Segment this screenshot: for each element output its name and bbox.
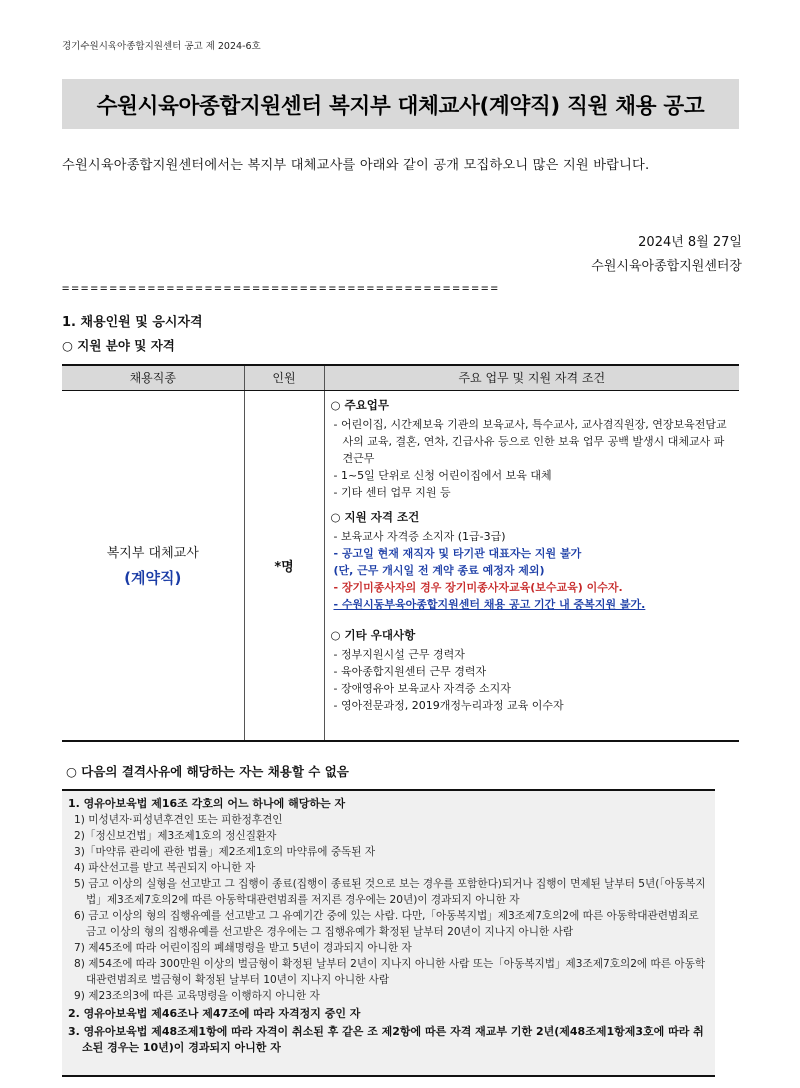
disqualification-item: 1) 미성년자·피성년후견인 또는 피한정후견인 [74,814,283,826]
disqualification-box [62,789,715,1077]
duty-item: - 기타 센터 업무 지원 등 [333,485,451,499]
notice-number: 경기수원시육아종합지원센터 공고 제 2024-6호 [62,41,261,52]
divider-line: ============================================== [62,281,501,295]
disqualification-subtitle: ○ 다음의 결격사유에 해당하는 자는 채용할 수 없음 [66,764,349,779]
duties-title: ○ 주요업무 [330,397,389,412]
headcount-cell [244,390,324,741]
disqualification-item: 2)「정신보건법」제3조제1호의 정신질환자 [74,830,277,842]
disqualification-item: 7) 제45조에 따라 어린이집의 폐쇄명령을 받고 5년이 경과되지 아니한 자 [74,942,412,954]
qualification-item: - 수원시동부육아종합지원센터 채용 공고 기간 내 중복지원 불가. [333,597,646,611]
role-name: 복지부 대체교사 [106,546,199,562]
disqualification-item: 5) 금고 이상의 실형을 선고받고 그 집행이 종료(집행이 종료된 것으로 보는 경우를 포함한다)되거나 집행이 면제된 날부터 5년(「아동복지법」제3조제7호의2에 따른 아동학대관련범죄를 저지른 경우에는 20년)이 경과되지 아니한 자 [74,878,706,906]
headcount: *명 [274,559,294,575]
disqualification-main: 3. 영유아보육법 제48조제1항에 따라 자격이 취소된 후 같은 조 제2항에 따른 자격 재교부 기한 2년(제48조제1항제3호에 따라 취소된 경우는 10년)이 경과되지 아니한 자 [68,1025,704,1054]
intro-text: 수원시육아종합지원센터에서는 복지부 대체교사를 아래와 같이 공개 모집하오니 많은 지원 바랍니다. [62,158,650,173]
preferences-title: ○ 기타 우대사항 [330,627,416,642]
recruitment-table [62,364,739,742]
section-1-title: 1. 채용인원 및 응시자격 [62,315,203,330]
disqualification-item: 3)「마약류 관리에 관한 법률」제2조제1호의 마약류에 중독된 자 [74,846,376,858]
notice-date: 2024년 8월 27일 [638,235,742,250]
preference-item: - 정부지원시설 근무 경력자 [333,647,465,661]
header-headcount: 인원 [244,365,324,390]
signer: 수원시육아종합지원센터장 [591,259,742,274]
qualifications-title: ○ 지원 자격 조건 [330,509,420,524]
role-type: (계약직) [124,569,182,588]
disqualification-main: 1. 영유아보육법 제16조 각호의 어느 하나에 해당하는 자 [68,797,346,810]
header-job-type: 채용직종 [62,365,244,390]
page-title: 수원시육아종합지원센터 복지부 대체교사(계약직) 직원 채용 공고 [96,93,705,119]
qualification-item: - 장기미종사자의 경우 장기미종사자교육(보수교육) 이수자. [333,580,623,594]
title-bar [62,79,739,129]
preference-item: - 육아종합지원센터 근무 경력자 [333,664,487,678]
preference-item: - 영아전문과정, 2019개정누리과정 교육 이수자 [333,698,564,712]
table-row [62,390,739,741]
disqualification-main: 2. 영유아보육법 제46조나 제47조에 따라 자격정지 중인 자 [68,1007,361,1020]
duty-item: - 1~5일 단위로 신청 어린이집에서 보육 대체 [333,468,552,482]
duty-item: - 어린이집, 시간제보육 기관의 보육교사, 특수교사, 교사겸직원장, 연장보육전담교사의 교육, 결혼, 연차, 긴급사유 등으로 인한 보육 업무 공백 발생시 대체교사 파견근무 [333,417,727,465]
section-1-subtitle: ○ 지원 분야 및 자격 [62,338,175,353]
disqualification-item: 9) 제23조의3에 따른 교육명령을 이행하지 아니한 자 [74,990,320,1002]
qualification-note: (단, 근무 개시일 전 계약 종료 예정자 제외) [333,563,545,577]
qualification-item: - 보육교사 자격증 소지자 (1급-3급) [333,529,506,543]
disqualification-item: 8) 제54조에 따라 300만원 이상의 벌금형이 확정된 날부터 2년이 지나지 아니한 사람 또는「아동복지법」제3조제7호의2에 따른 아동학대관련범죄로 벌금형이 확정된 날부터 10년이 지나지 아니한 사람 [74,958,706,986]
job-type-cell [62,390,244,741]
table-header-row [62,365,739,390]
qualification-item: - 공고일 현재 재직자 및 타기관 대표자는 지원 불가 [333,546,582,560]
header-duties-qualifications: 주요 업무 및 지원 자격 조건 [324,365,739,390]
duties-cell [324,390,739,741]
disqualification-item: 6) 금고 이상의 형의 집행유예를 선고받고 그 유예기간 중에 있는 사람. 다만,「아동복지법」제3조제7호의2에 따른 아동학대관련범죄로 금고 이상의 형의 집행유예를 선고받은 경우에는 그 집행유예가 확정된 날부터 20년이 지나지 아니한 사람 [74,910,699,938]
preference-item: - 장애영유아 보육교사 자격증 소지자 [333,681,511,695]
disqualification-item: 4) 파산선고를 받고 복권되지 아니한 자 [74,862,256,874]
